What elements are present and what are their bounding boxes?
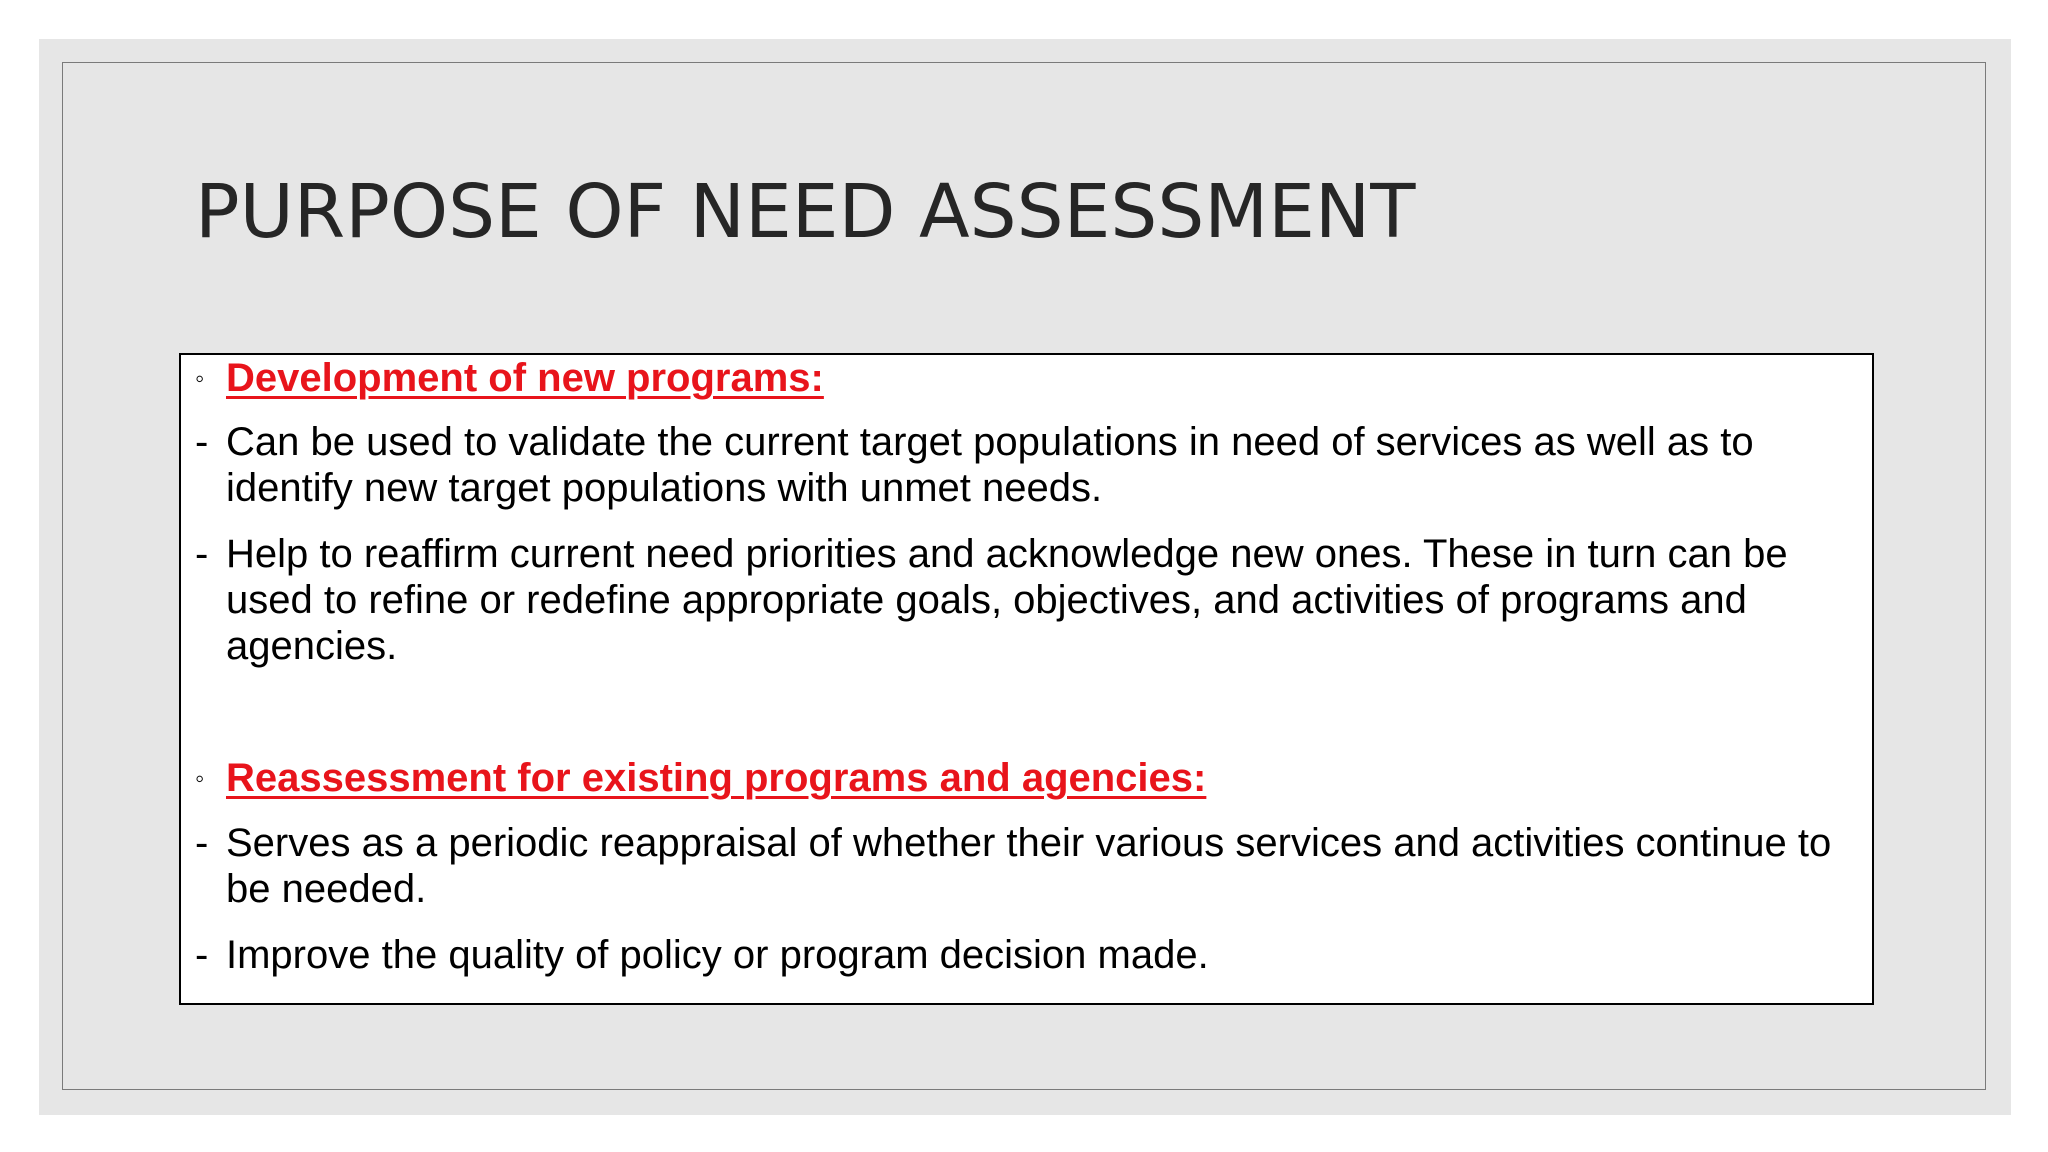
dash-bullet-icon: - bbox=[195, 821, 209, 865]
circle-bullet-icon: ◦ bbox=[195, 363, 205, 393]
content-box bbox=[179, 353, 1874, 1005]
dash-bullet-icon: - bbox=[195, 532, 209, 576]
dash-bullet-icon: - bbox=[195, 420, 209, 464]
slide bbox=[39, 39, 2011, 1115]
slide-title: PURPOSE OF NEED ASSESSMENT bbox=[195, 169, 1416, 255]
bullet-text: Can be used to validate the current target populations in need of services as well as to identify new target populations with unmet needs. bbox=[226, 420, 1754, 510]
section-heading: Development of new programs: bbox=[226, 356, 824, 400]
dash-bullet-icon: - bbox=[195, 933, 209, 977]
section-heading: Reassessment for existing programs and agencies: bbox=[226, 756, 1207, 800]
bullet-text: Improve the quality of policy or program decision made. bbox=[226, 933, 1209, 977]
bullet-text: Help to reaffirm current need priorities and acknowledge new ones. These in turn can be used to refine or redefine appropriate goals, objectives, and activities of programs and agencies. bbox=[226, 532, 1788, 668]
bullet-text: Serves as a periodic reappraisal of whether their various services and activities continue to be needed. bbox=[226, 821, 1832, 911]
circle-bullet-icon: ◦ bbox=[195, 763, 205, 793]
